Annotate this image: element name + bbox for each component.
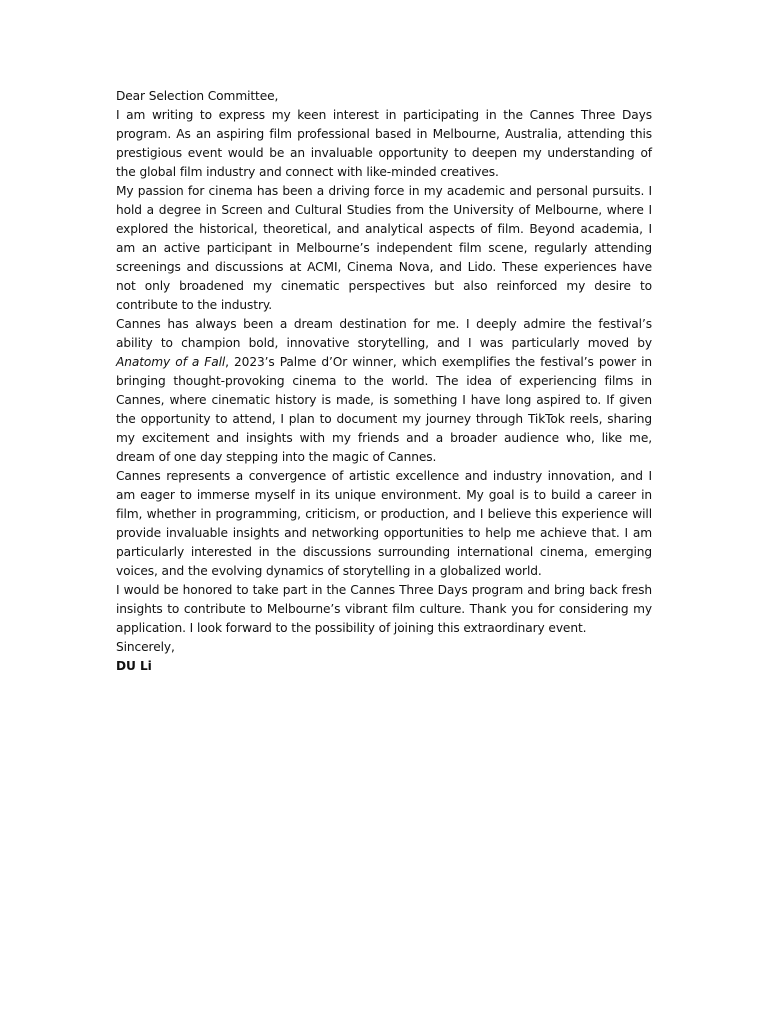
salutation: Dear Selection Committee, bbox=[116, 89, 279, 103]
paragraph-intro: I am writing to express my keen interest in participating in the Cannes Three Days program. As an aspiring film professional based in Melbourne, Australia, attending this prestigious event would be an invaluable opportunity to deepen my understanding of the global film industry and connect with like-minded creatives. bbox=[116, 108, 652, 179]
cover-letter bbox=[116, 87, 652, 676]
paragraph-cannes-dream bbox=[116, 315, 652, 467]
closing: Sincerely, bbox=[116, 640, 175, 654]
paragraph-cannes-dream-start: Cannes has always been a dream destination for me. I deeply admire the festival’s ability to champion bold, innovative storytelling, and I was particularly moved by bbox=[116, 317, 652, 350]
paragraph-conclusion: I would be honored to take part in the Cannes Three Days program and bring back fresh insights to contribute to Melbourne’s vibrant film culture. Thank you for considering my application. I look forward to the possibility of joining this extraordinary event. bbox=[116, 583, 652, 635]
film-title: Anatomy of a Fall bbox=[116, 355, 226, 369]
paragraph-career-goals: Cannes represents a convergence of artistic excellence and industry innovation, and I am eager to immerse myself in its unique environment. My goal is to build a career in film, whether in programming, criticism, or production, and I believe this experience will provide invaluable insights and networking opportunities to help me achieve that. I am particularly interested in the discussions surrounding international cinema, emerging voices, and the evolving dynamics of storytelling in a globalized world. bbox=[116, 469, 652, 578]
signature: DU Li bbox=[116, 659, 152, 673]
paragraph-background: My passion for cinema has been a driving force in my academic and personal pursuits. I hold a degree in Screen and Cultural Studies from the University of Melbourne, where I explored the historical, theoretical, and analytical aspects of film. Beyond academia, I am an active participant in Melbourne’s independent film scene, regularly attending screenings and discussions at ACMI, Cinema Nova, and Lido. These experiences have not only broadened my cinematic perspectives but also reinforced my desire to contribute to the industry. bbox=[116, 184, 652, 312]
paragraph-cannes-dream-end: , 2023’s Palme d’Or winner, which exemplifies the festival’s power in bringing thought-provoking cinema to the world. The idea of experiencing films in Cannes, where cinematic history is made, is something I have long aspired to. If given the opportunity to attend, I plan to document my journey through TikTok reels, sharing my excitement and insights with my friends and a broader audience who, like me, dream of one day stepping into the magic of Cannes. bbox=[116, 355, 652, 464]
